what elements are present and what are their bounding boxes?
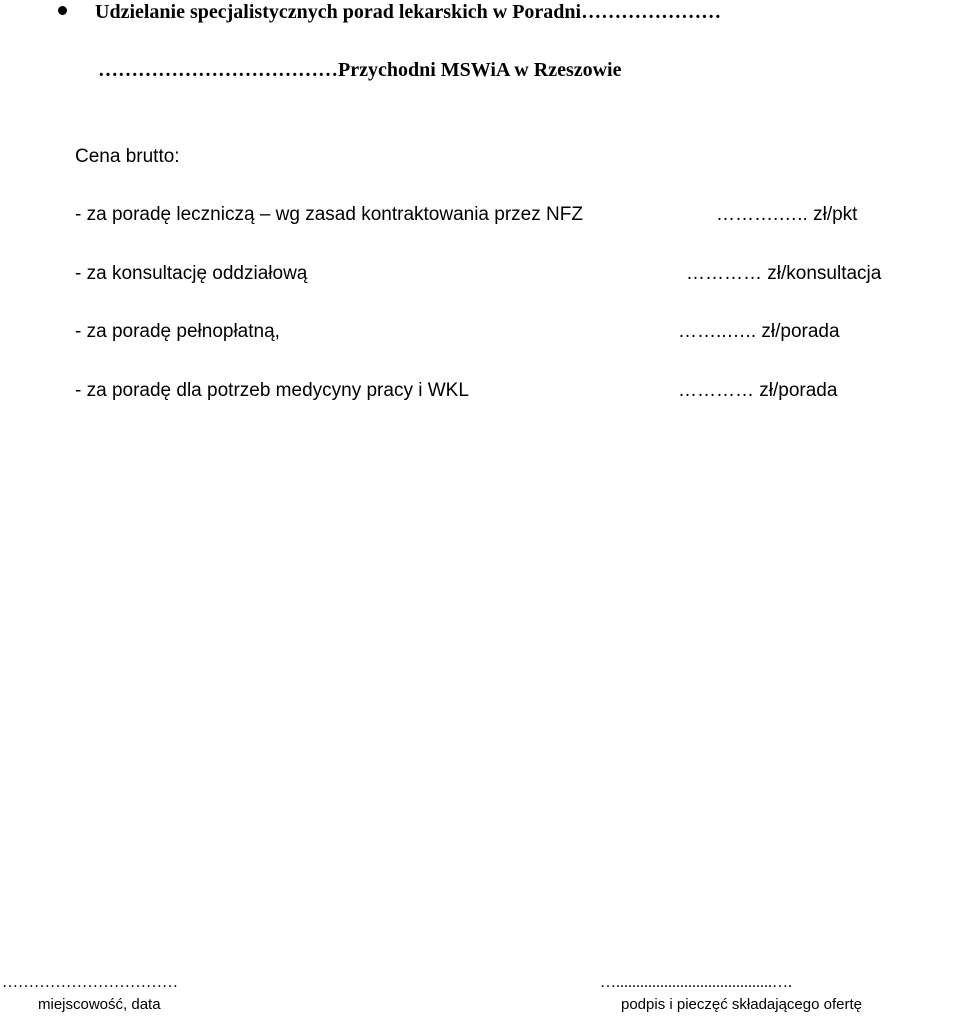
price-label: Cena brutto: [75,146,180,167]
item-value-paid: ……..….. zł/porada [678,321,840,342]
item-label-occupational: - za poradę dla potrzeb medycyny pracy i WKL [75,380,469,401]
signature-dots: ….......................................…. [600,974,792,991]
heading-line-2: ………………………………Przychodni MSWiA w Rzeszowie [98,59,622,81]
heading-line-1: Udzielanie specjalistycznych porad lekarskich w Poradni………………… [95,1,722,23]
item-label-paid: - za poradę pełnopłatną, [75,321,280,342]
item-value-consultation: ………… zł/konsultacja [686,263,882,284]
place-date-label: miejscowość, data [38,996,161,1013]
signature-label: podpis i pieczęć składającego ofertę [621,996,862,1013]
bullet-icon [58,6,67,15]
item-value-nfz: ……….….. zł/pkt [716,204,858,225]
item-value-occupational: ………… zł/porada [678,380,838,401]
place-date-dots: …………………………… [2,974,178,991]
item-label-nfz: - za poradę leczniczą – wg zasad kontraktowania przez NFZ [75,204,583,225]
item-label-consultation: - za konsultację oddziałową [75,263,308,284]
